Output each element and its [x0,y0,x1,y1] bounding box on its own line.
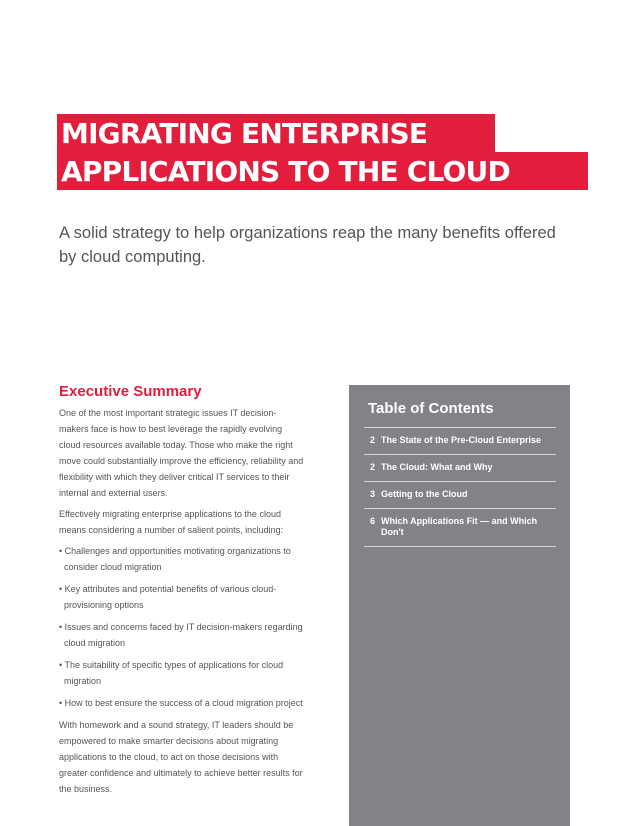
toc-item[interactable] [364,427,556,454]
title-band-2 [57,152,588,190]
toc-page-number: 6 [370,516,376,526]
subtitle: A solid strategy to help organizations reap the many benefits offered by cloud computing. [59,224,556,266]
title-line-2: APPLICATIONS TO THE CLOUD [61,154,510,188]
toc-item[interactable] [364,508,556,547]
summary-bullet-list [59,543,304,711]
summary-paragraph-1: One of the most important strategic issues IT decision-makers face is how to best leverage the rapidly evolving cloud resources available today. Those who make the right move could substantially improve the efficiency, reliability and flexibility with which they deliver critical IT services to their internal and external users. [59,408,304,498]
summary-bullet: • The suitability of specific types of applications for cloud migration [59,657,304,689]
toc-label: Which Applications Fit — and Which Don't [381,516,538,537]
table-of-contents-panel [349,385,570,826]
toc-page-number: 3 [370,489,376,499]
toc-title: Table of Contents [368,400,494,417]
toc-list [364,427,556,547]
toc-page-number: 2 [370,462,376,472]
toc-page-number: 2 [370,435,376,445]
summary-bullet: • Issues and concerns faced by IT decision-makers regarding cloud migration [59,619,304,651]
summary-bullet: • Key attributes and potential benefits of various cloud-provisioning options [59,581,304,613]
executive-summary-body [59,405,304,802]
toc-label: The State of the Pre-Cloud Enterprise [381,435,542,445]
summary-bullet: • Challenges and opportunities motivating organizations to consider cloud migration [59,543,304,575]
executive-summary-heading: Executive Summary [59,383,202,400]
summary-paragraph-2: Effectively migrating enterprise applications to the cloud means considering a number of salient points, including: [59,509,284,535]
summary-bullet: • How to best ensure the success of a cloud migration project [59,695,304,711]
title-line-1: MIGRATING ENTERPRISE [61,116,428,150]
summary-paragraph-3: With homework and a sound strategy, IT leaders should be empowered to make smarter decisions about migrating applications to the cloud, to act on those decisions with greater confidence and ultimately to achieve better results for the business. [59,720,303,794]
toc-label: The Cloud: What and Why [381,462,493,472]
toc-item[interactable] [364,454,556,481]
toc-item[interactable] [364,481,556,508]
title-band-1 [57,114,495,152]
toc-label: Getting to the Cloud [381,489,468,499]
